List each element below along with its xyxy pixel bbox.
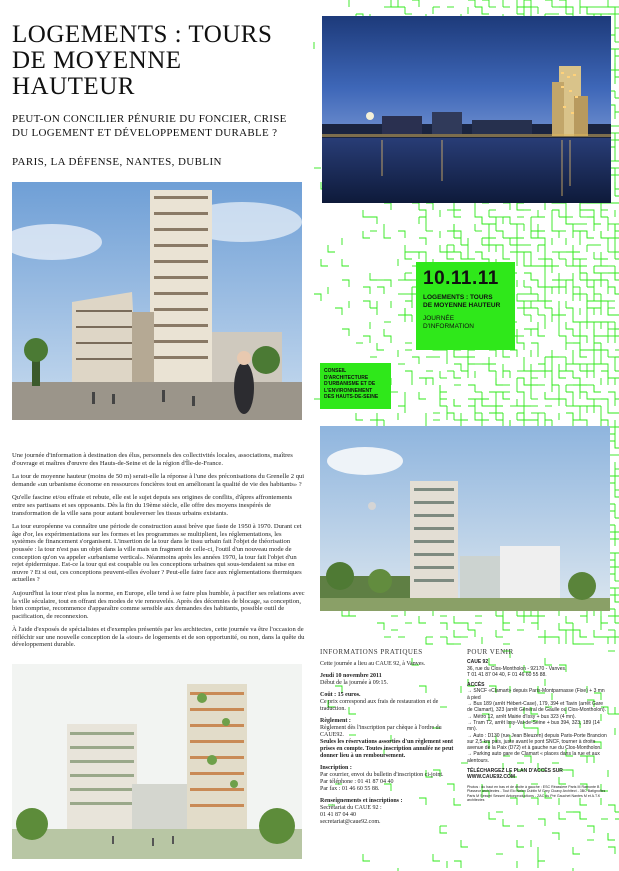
info-cost: Coût : 15 euros. (320, 692, 361, 698)
venir-phones: T 01 41 87 04 40, F 01 46 60 55 88. (467, 671, 547, 678)
info-ins-text: Par courrier, envoi du bulletin d'inscription ci-joint. (320, 772, 444, 778)
info-rens-text: Secrétariat du CAUE 92 : (320, 805, 382, 811)
info-rens-tel: 01 41 87 04 40 (320, 812, 356, 818)
info-reg-label: Règlement : (320, 718, 351, 724)
body-paragraph-6: À l'aide d'exposés de spécialistes et d'exemples présentés par les architectes, cette journée va être l'occasion de réfléchir sur une nouvelle conception de la «tour» de logements et de son opportunité, ou non, dans la quête du développement durable. (12, 626, 305, 649)
caue-line-3: L'ENVIRONNEMENT (324, 387, 373, 394)
info-reg-text-2: Seules les réservations assorties d'un règlement sont prises en compte. Toutes inscription annulée ne peut donner lieu à un remboursement. (320, 739, 454, 759)
body-text (12, 452, 305, 655)
info-start: Début de la journée à 09:15. (320, 680, 388, 686)
info-ins-label: Inscription : (320, 765, 352, 771)
info-cost-text: Ce prix correspond aux frais de restauration et de traduction. (320, 699, 439, 712)
venir-download-link[interactable]: TÉLÉCHARGEZ LE PLAN D'ACCÈS SUR WWW.CAUE92.COM (467, 768, 563, 781)
venir-acces-4: → Tram T2, arrêt Issy-Val-de-Seine + bus 394, 323, 189 (14 mn). (467, 719, 600, 733)
event-title (423, 294, 511, 310)
venir-acces-5: → Auto : D130 (rue Jean Bleuzen) depuis Paris-Porte Brancion sur 2,5 km puis, juste avant le pont SNCF, tourner à droite avenue de la Paix (D72) et à gauche rue du Clos-Montholon. (467, 732, 607, 752)
info-rens-mail[interactable]: secretariat@caue92.com. (320, 819, 381, 825)
venir-acces-6: → Parking auto gare de Clamart « places dans la rue et aux alentours. (467, 751, 600, 764)
info-date: Jeudi 10 novembre 2011 (320, 673, 382, 679)
venir-heading: POUR VENIR (467, 648, 514, 656)
caue-line-1: CONSEIL D'ARCHITECTURE (324, 368, 369, 381)
venir-acces-3: → Métro 12, arrêt Mairie d'Issy + bus 323 (4 mn). (467, 713, 576, 720)
info-heading: INFORMATIONS PRATIQUES (320, 648, 423, 656)
event-date: 10.11.11 (423, 268, 499, 289)
event-type-line-2: D'INFORMATION (423, 323, 474, 330)
body-paragraph-2: La tour de moyenne hauteur (moins de 50 m) serait-elle la réponse à l'une des préconisations du Grenelle 2 qui demande «un urbanisme économe en ressources foncières tout en améliorant la qualité de vie des habitants» ? (12, 473, 305, 488)
venir-acces-2: → Bus 189 (arrêt Hébert-Case), 179, 394 et Tavin (arrêt Gare de Clamart), 323 (arrêt Général de Gaulle ou Clos-Montholon). (467, 701, 606, 714)
caue-line-4: DES HAUTS-DE-SEINE (324, 394, 379, 400)
photo-credits: Photos : du haut en bas et de droite à gauche : ESC Réassiere Paris M Ramonte B Plasseur architectes - Tout Elo Nelen Dublin M Grey Cloavy Architect - 3BC Batignolles Paris M Sesseri Sesseri Antonproductions - ZAC du Pré Gauchet Nantes M et A.T.K architectes (467, 784, 606, 803)
info-ins-fax: Par fax : 01 46 60 55 88. (320, 786, 380, 792)
photo-nantes (12, 664, 302, 859)
event-type (423, 315, 511, 331)
venir-acces: ACCÈS (467, 682, 485, 689)
practical-info (320, 649, 455, 831)
subtitle-line-1: PEUT-ON CONCILIER PÉNURIE DU FONCIER, CRISE (12, 113, 287, 125)
photo-dublin-night (322, 16, 611, 203)
info-reg-text: Règlement dès l'inscription par chèque à l'ordre du CAUE92. (320, 725, 442, 738)
body-paragraph-5: Aujourd'hui la tour n'est plus la norme, en Europe, elle tend à se faire plus humble, à pacifier ses relations avec la ville séculaire, tout en offrant des modes de vie renouvelés. Après des décennies de blocage, sa conception, bien comprise, recommence d'apparaître comme sensible aux demandes des habitants, possible outil de pacification, de reconnexion. (12, 589, 305, 620)
title-line-2: DE MOYENNE (12, 47, 182, 74)
body-paragraph-4: La tour européenne va connaître une période de construction aussi brève que faste de 1950 à 1970. Durant cet âge d'or, les expérimentations sur les formes et les programmes se multiplient, les réglementations, les systèmes de financement s'organisent. L'insertion de la tour dans le tissu urbain fait l'objet de théorisation poussée : la tour n'est pas un objet dans la ville mais un fragment de celle-ci, l'outil d'un nouveau mode de conception qu'on va appeler «urbanisme vertical». Néanmoins après les années 1970, la tour fait l'objet d'un rejet épidermique. Est-ce la tour qui est coupable ou les conceptions urbaines qui sous-tendaient sa mise en œuvre ? Et si oui, ces conceptions peuvent-elles évoluer ? Peut-elle faire face aux réglementations thermiques actuelles ? (12, 523, 302, 584)
event-title-line-1: LOGEMENTS : TOURS (423, 294, 493, 301)
info-place: Cette journée a lieu au CAUE 92, à Vanves. (320, 661, 426, 667)
title-line-3: HAUTEUR (12, 73, 135, 100)
directions (467, 649, 607, 807)
body-paragraph-3: Qu'elle fascine et/ou effraie et rebute, elle est le sujet depuis ses origines de conflits, d'âpres affrontements entre ses partisans et ses opposants. Dès la fin du 19ème siècle, elle offre des moyens inespérés de transformation de la ville sans pour autant bouleverser les tissus urbains existants. (12, 494, 293, 517)
subtitle (12, 112, 302, 140)
info-rens-label: Renseignements et inscriptions : (320, 798, 403, 804)
venir-address: 36, rue du Clos-Montholon - 92170 - Vanves. (467, 665, 567, 672)
photo-tower-render (12, 182, 302, 420)
caue-line-2: D'URBANISME ET DE (324, 381, 376, 387)
subtitle-line-2: DU LOGEMENT ET DÉVELOPPEMENT DURABLE ? (12, 127, 278, 139)
venir-org: CAUE 92 (467, 659, 489, 666)
info-ins-tel: Par téléphone : 01 41 87 04 40 (320, 779, 394, 785)
body-paragraph-1: Une journée d'information à destination des élus, personnels des collectivités locales, associations, maîtres d'ouvrage et maîtres d'œuvre des Hauts-de-Seine et de la région d'Île-de-France. (12, 452, 293, 467)
venir-acces-1: → SNCF «Clamart» depuis Paris-Montparnasse (Fixe) + 3 mn à pied (467, 688, 605, 701)
title-line-1: LOGEMENTS : TOURS (12, 21, 273, 48)
photo-batignolles (320, 426, 610, 611)
page-title (12, 22, 302, 100)
event-type-line-1: JOURNÉE (423, 315, 455, 322)
event-box (416, 262, 515, 350)
places: PARIS, LA DÉFENSE, NANTES, DUBLIN (12, 156, 222, 168)
event-title-line-2: DE MOYENNE HAUTEUR (423, 302, 501, 309)
caue-logo-box (320, 363, 391, 409)
